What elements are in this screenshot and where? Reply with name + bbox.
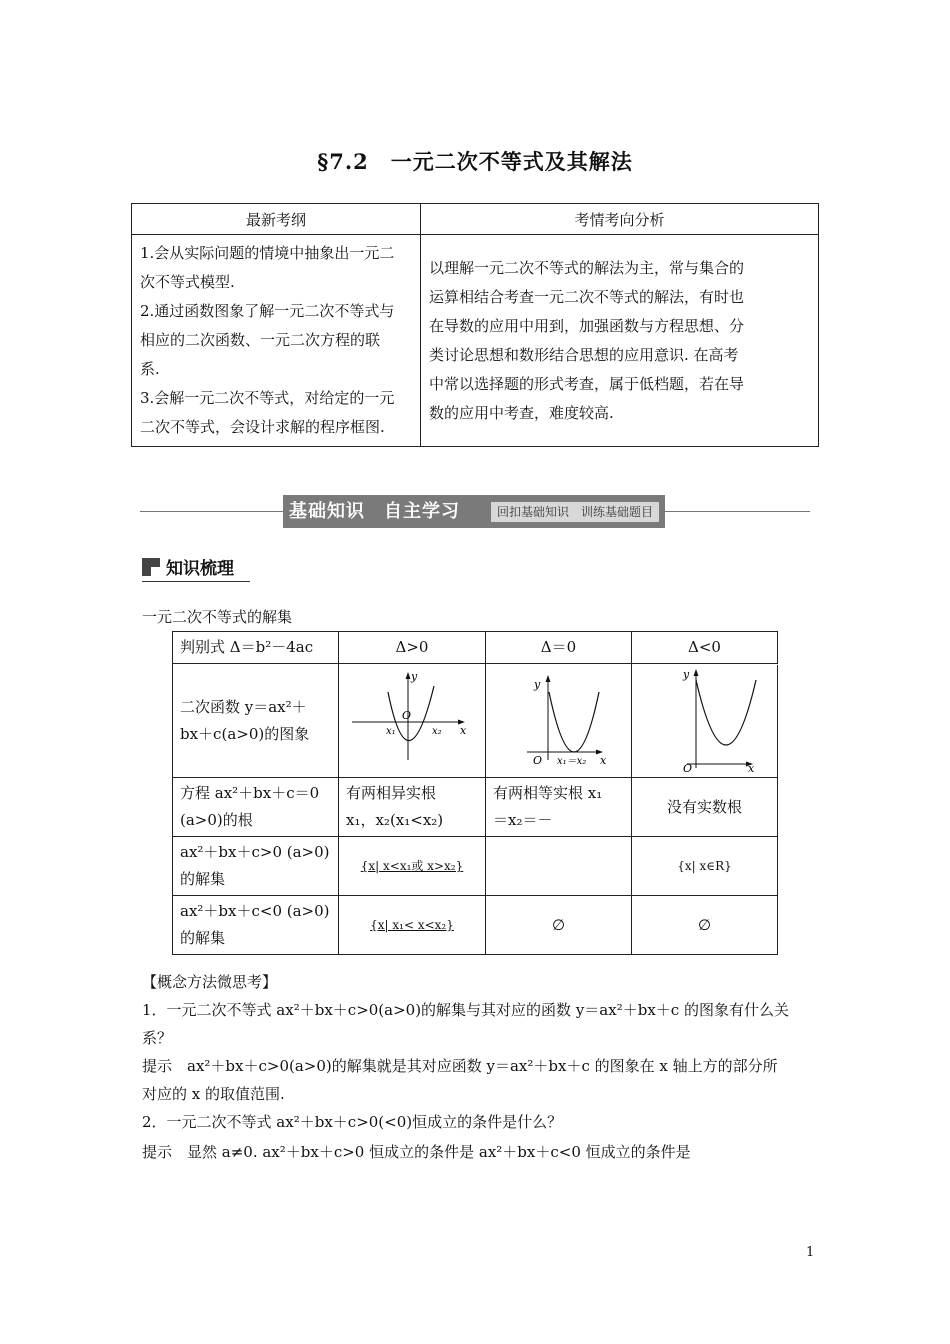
y-axis-label: y <box>411 670 418 683</box>
graph-row-label-line1: 二次函数 y＝ax²＋ <box>180 697 307 716</box>
answer-1-line2: 对应的 x 的取值范围. <box>142 1085 285 1103</box>
header-delta-zero: Δ＝0 <box>486 632 632 664</box>
syllabus-right-line: 数的应用中考查，难度较高. <box>429 403 614 422</box>
syllabus-header-left: 最新考纲 <box>132 204 421 235</box>
header-delta-positive: Δ>0 <box>339 632 486 664</box>
syllabus-right-cell <box>421 235 819 447</box>
roots-zero-line2: ＝x₂＝－ <box>493 811 553 829</box>
x-axis-label: x <box>600 754 607 767</box>
roots-cell-zero <box>486 778 632 837</box>
syllabus-right-line: 运算相结合考查一元二次不等式的解法，有时也 <box>429 287 745 306</box>
positive-set-label-line1: ax²＋bx＋c>0 (a>0) <box>180 843 330 861</box>
y-axis-label: y <box>534 678 541 691</box>
origin-label: O <box>533 754 543 767</box>
roots-positive-line2: x₁，x₂(x₁<x₂) <box>346 811 444 829</box>
banner-sub-text: 回扣基础知识 训练基础题目 <box>491 502 659 522</box>
question-1-line2: 系？ <box>142 1029 173 1047</box>
negative-set-label-line2: 的解集 <box>180 929 226 947</box>
syllabus-right-line: 类讨论思想和数形结合思想的应用意识. 在高考 <box>429 345 739 364</box>
roots-zero-line1: 有两相等实根 x₁ <box>493 784 603 802</box>
negative-set-cell-negative: ∅ <box>632 896 778 955</box>
roots-positive-line1: 有两相异实根 <box>346 784 437 802</box>
section-banner <box>283 495 665 528</box>
syllabus-header-right: 考情考向分析 <box>421 204 819 235</box>
question-2: 2．一元二次不等式 ax²＋bx＋c>0(<0)恒成立的条件是什么？ <box>142 1113 563 1131</box>
positive-set-all-real: {x| x∈R} <box>677 859 732 873</box>
syllabus-left-line: 相应的二次函数、一元二次方程的联 <box>140 331 381 349</box>
parabola-no-root-graph <box>639 664 770 775</box>
syllabus-right-line: 以理解一元二次不等式的解法为主，常与集合的 <box>429 258 745 277</box>
roots-cell-negative: 没有实数根 <box>632 778 778 837</box>
graph-cell-zero <box>486 664 632 778</box>
answer-2: 提示 显然 a≠0. ax²＋bx＋c>0 恒成立的条件是 ax²＋bx＋c<0 恒成立的条件是 <box>142 1143 691 1161</box>
page-title: §7.2 一元二次不等式及其解法 <box>317 149 633 174</box>
positive-set-row-label <box>173 837 339 896</box>
syllabus-left-line: 次不等式模型. <box>140 273 235 291</box>
syllabus-right-line: 在导数的应用中用到，加强函数与方程思想、分 <box>429 316 745 335</box>
negative-set-answer: {x| x₁< x<x₂} <box>370 918 454 932</box>
negative-set-cell-positive <box>339 896 486 955</box>
syllabus-left-line: 系. <box>140 360 160 378</box>
think-heading: 【概念方法微思考】 <box>142 973 278 991</box>
graph-cell-negative <box>632 664 778 778</box>
x-axis-label: x <box>748 762 755 775</box>
root-x1-label: x₁ <box>386 726 396 737</box>
root-x2-label: x₂ <box>432 726 442 737</box>
graph-row-label-line2: bx＋c(a>0)的图象 <box>180 724 310 743</box>
header-delta-negative: Δ<0 <box>632 632 778 664</box>
section-square-notch <box>151 567 160 576</box>
negative-set-label-line1: ax²＋bx＋c<0 (a>0) <box>180 902 330 920</box>
positive-set-cell-zero <box>486 837 632 896</box>
intro-text: 一元二次不等式的解集 <box>142 608 293 626</box>
double-root-label: x₁＝x₂ <box>557 756 587 767</box>
section-title-underline <box>142 581 250 582</box>
graph-row-label <box>173 664 339 778</box>
question-1-line1: 1．一元二次不等式 ax²＋bx＋c>0(a>0)的解集与其对应的函数 y＝ax²＋bx＋c 的图象有什么关 <box>142 1001 789 1019</box>
banner-rule-right <box>665 511 810 512</box>
positive-set-label-line2: 的解集 <box>180 870 226 888</box>
roots-row-label-line2: (a>0)的根 <box>180 811 253 829</box>
page-number: 1 <box>806 1245 815 1260</box>
negative-set-cell-zero: ∅ <box>486 896 632 955</box>
positive-set-answer: {x| x<x₁或 x>x₂} <box>360 859 464 873</box>
positive-set-cell-negative <box>632 837 778 896</box>
roots-row-label <box>173 778 339 837</box>
parabola-double-root-graph <box>493 664 624 768</box>
x-axis-label: x <box>460 724 467 737</box>
syllabus-left-line: 1.会从实际问题的情境中抽象出一元二 <box>140 244 395 262</box>
parabola-two-roots-graph <box>346 664 478 768</box>
syllabus-left-line: 二次不等式，会设计求解的程序框图. <box>140 418 385 436</box>
roots-row-label-line1: 方程 ax²＋bx＋c＝0 <box>180 784 320 802</box>
answer-1-line1: 提示 ax²＋bx＋c>0(a>0)的解集就是其对应函数 y＝ax²＋bx＋c 的图象在 x 轴上方的部分所 <box>142 1057 778 1075</box>
header-label: 判别式 Δ＝b²－4ac <box>173 632 339 664</box>
origin-label: O <box>402 709 412 722</box>
syllabus-left-cell <box>132 235 421 447</box>
negative-set-row-label <box>173 896 339 955</box>
solution-table <box>172 631 778 955</box>
roots-cell-positive <box>339 778 486 837</box>
banner-rule-left <box>140 511 283 512</box>
graph-cell-positive <box>339 664 486 778</box>
syllabus-table <box>131 203 819 447</box>
positive-set-cell-positive <box>339 837 486 896</box>
banner-main-text: 基础知识 自主学习 <box>289 501 460 522</box>
syllabus-left-line: 3.会解一元二次不等式，对给定的一元 <box>140 389 395 407</box>
section-title: 知识梳理 <box>166 559 234 579</box>
y-axis-label: y <box>683 668 690 681</box>
syllabus-left-line: 2.通过函数图象了解一元二次不等式与 <box>140 302 395 320</box>
syllabus-right-line: 中常以选择题的形式考查，属于低档题，若在导 <box>429 374 745 393</box>
origin-label: O <box>683 762 693 775</box>
